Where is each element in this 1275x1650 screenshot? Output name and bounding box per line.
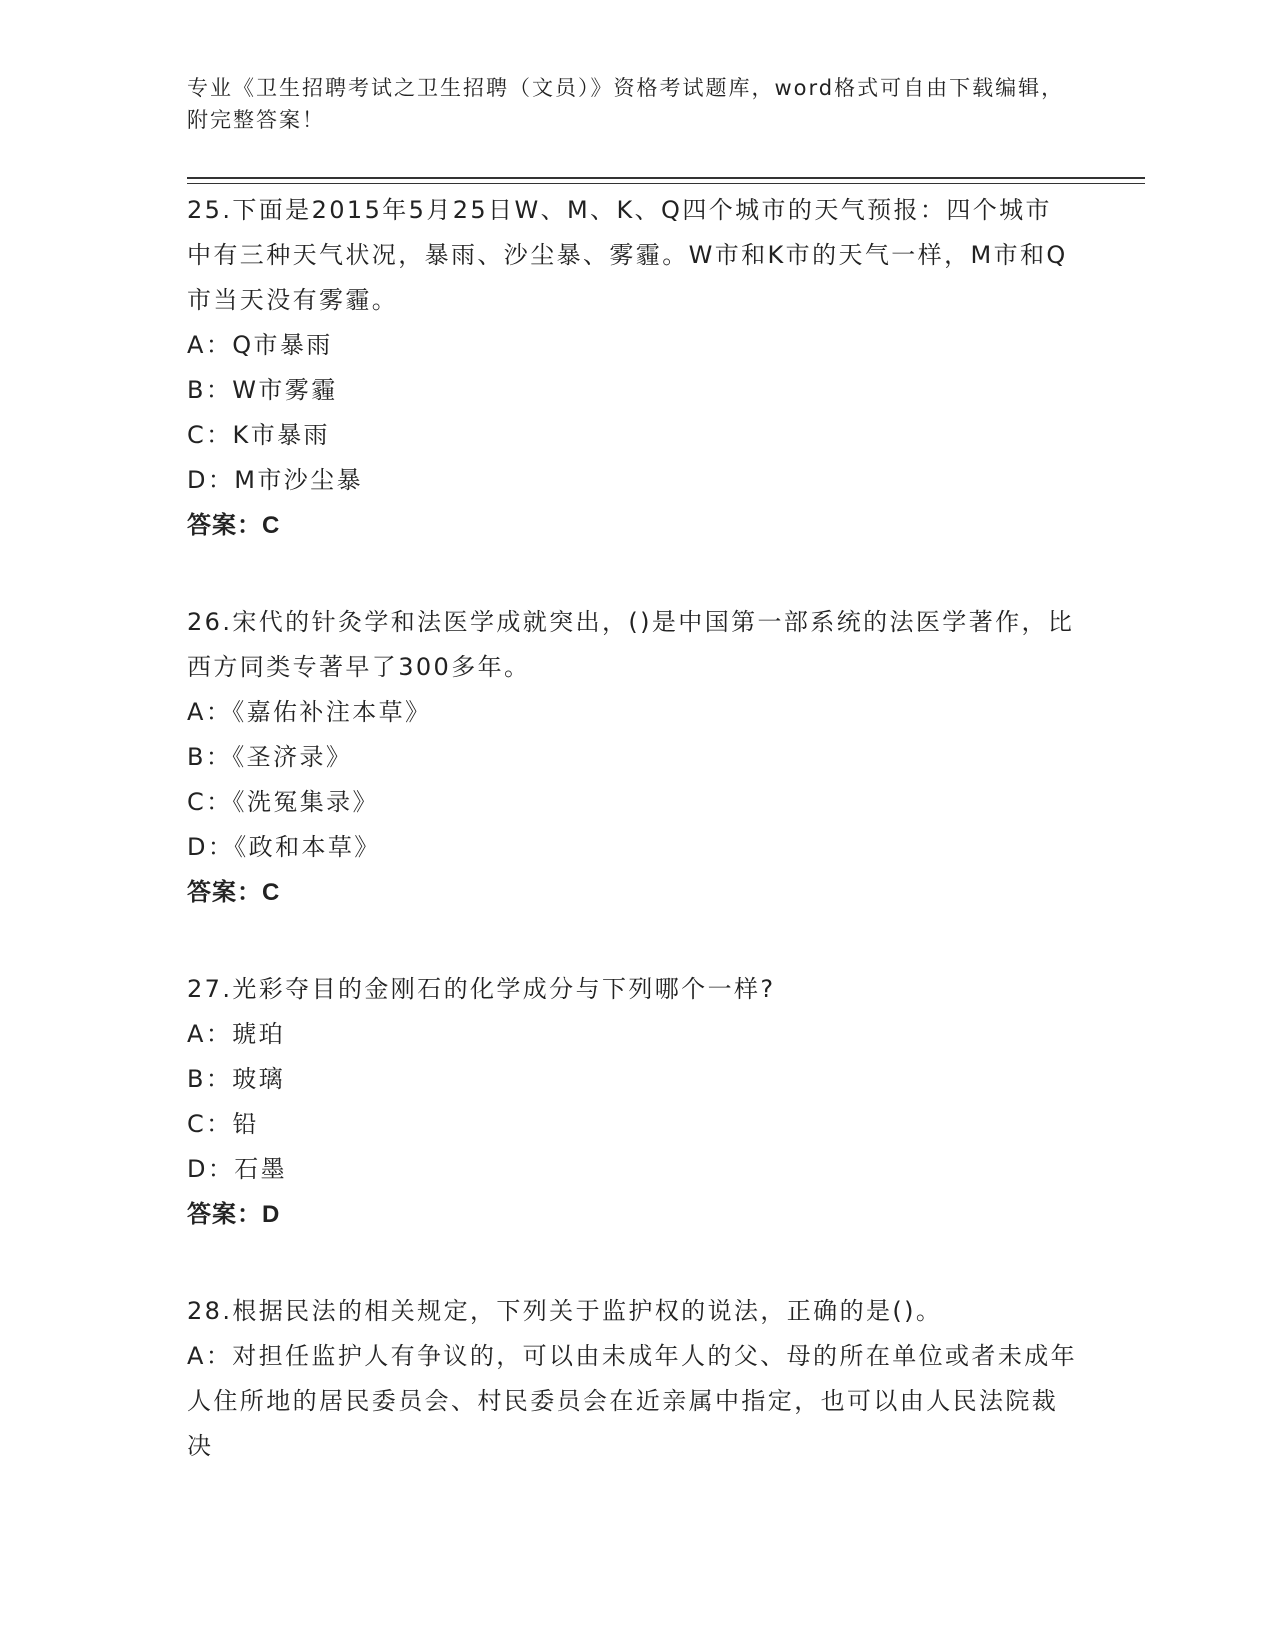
question-stem: 26.宋代的针灸学和法医学成就突出，()是中国第一部系统的法医学著作，比西方同类专著早了300多年。 bbox=[187, 608, 1075, 681]
option-c: C：K市暴雨 bbox=[187, 421, 330, 449]
option-a: A：Q市暴雨 bbox=[187, 331, 333, 359]
question-26 bbox=[187, 600, 1077, 915]
header-divider-thick bbox=[187, 177, 1145, 179]
option-a: A：对担任监护人有争议的，可以由未成年人的父、母的所在单位或者未成年人住所地的居民委员会、村民委员会在近亲属中指定，也可以由人民法院裁决 bbox=[187, 1342, 1078, 1460]
question-27 bbox=[187, 967, 1077, 1237]
option-c: C：《洗冤集录》 bbox=[187, 788, 379, 816]
question-stem: 27.光彩夺目的金刚石的化学成分与下列哪个一样? bbox=[187, 975, 776, 1003]
question-list bbox=[187, 188, 1077, 1521]
option-b: B：《圣济录》 bbox=[187, 743, 353, 771]
option-c: C：铅 bbox=[187, 1110, 259, 1138]
option-a: A：《嘉佑补注本草》 bbox=[187, 698, 432, 726]
answer-line: 答案：C bbox=[187, 879, 281, 906]
answer-line: 答案：D bbox=[187, 1201, 281, 1228]
option-d: D：M市沙尘暴 bbox=[187, 466, 363, 494]
option-a: A：琥珀 bbox=[187, 1020, 286, 1048]
option-b: B：玻璃 bbox=[187, 1065, 286, 1093]
option-d: D：《政和本草》 bbox=[187, 833, 381, 861]
question-25 bbox=[187, 188, 1077, 548]
option-d: D：石墨 bbox=[187, 1155, 288, 1183]
question-28 bbox=[187, 1289, 1077, 1469]
header-divider-thin bbox=[187, 183, 1145, 184]
question-stem: 28.根据民法的相关规定，下列关于监护权的说法，正确的是()。 bbox=[187, 1297, 943, 1325]
option-b: B：W市雾霾 bbox=[187, 376, 338, 404]
answer-line: 答案：C bbox=[187, 512, 281, 539]
document-header: 专业《卫生招聘考试之卫生招聘（文员）》资格考试题库，word格式可自由下载编辑，附完整答案！ bbox=[187, 76, 1065, 132]
question-stem: 25.下面是2015年5月25日W、M、K、Q四个城市的天气预报：四个城市中有三种天气状况，暴雨、沙尘暴、雾霾。W市和K市的天气一样，M市和Q市当天没有雾霾。 bbox=[187, 196, 1068, 314]
